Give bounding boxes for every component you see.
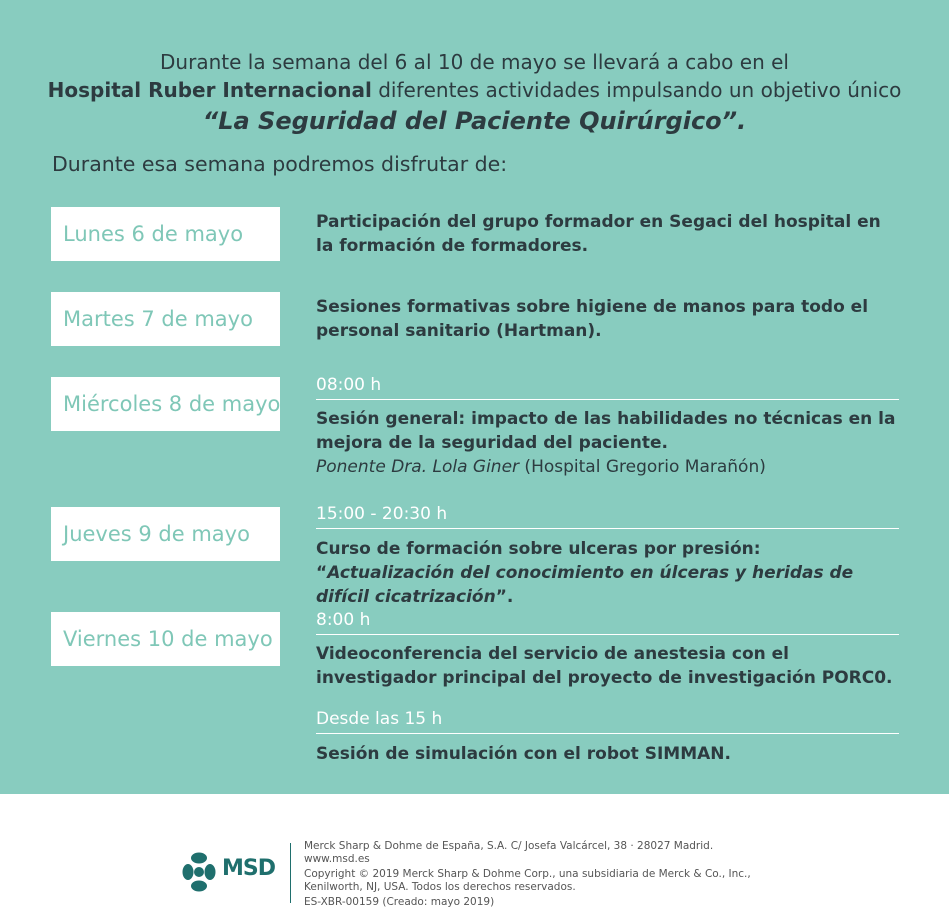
day-label-wednesday: Miércoles 8 de mayo <box>51 377 280 431</box>
thursday-time: 15:00 - 20:30 h <box>316 503 899 529</box>
thursday-desc-start: Curso de formación sobre ulceras por presión: “ <box>316 539 761 583</box>
legal-line-2: Copyright © 2019 Merck Sharp & Dohme Corp., una subsidiaria de Merck & Co., Inc., Kenilworth, NJ, USA. Todos los derechos reservados. <box>304 868 751 893</box>
legal-line-1: Merck Sharp & Dohme de España, S.A. C/ Josefa Valcárcel, 38 · 28027 Madrid. www.msd.es <box>304 840 714 865</box>
hospital-name: Hospital Ruber Internacional <box>47 78 372 102</box>
intro-text <box>0 48 949 138</box>
thursday-description <box>316 537 900 609</box>
monday-description: Participación del grupo formador en Segaci del hospital en la formación de formadores. <box>316 212 881 256</box>
speaker-hospital: (Hospital Gregorio Marañón) <box>519 457 766 477</box>
wednesday-time: 08:00 h <box>316 374 899 400</box>
speaker-name: Ponente Dra. Lola Giner <box>316 457 520 477</box>
friday-description-2: Sesión de simulación con el robot SIMMAN. <box>316 744 731 764</box>
tuesday-description: Sesiones formativas sobre higiene de manos para todo el personal sanitario (Hartman). <box>316 297 869 341</box>
friday-time-2: Desde las 15 h <box>316 708 899 734</box>
wednesday-description <box>316 407 900 479</box>
intro-line-1: Durante la semana del 6 al 10 de mayo se llevará a cabo en el <box>160 50 789 74</box>
wednesday-speaker <box>316 455 900 479</box>
intro-line-2 <box>0 76 949 104</box>
legal-line-3: ES-XBR-00159 (Creado: mayo 2019) <box>304 896 495 908</box>
intro-slogan: “La Seguridad del Paciente Quirúrgico”. <box>202 107 747 135</box>
footer-divider <box>290 843 291 903</box>
thursday-course-title: Actualización del conocimiento en úlceras y heridas de difícil cicatrización <box>316 563 854 607</box>
thursday-desc-end: ”. <box>495 587 514 607</box>
intro-line-2-rest: diferentes actividades impulsando un objetivo único <box>371 78 902 102</box>
msd-brand-text: MSD <box>222 856 275 881</box>
lead-text: Durante esa semana podremos disfrutar de: <box>52 152 508 176</box>
friday-time-1: 8:00 h <box>316 609 899 635</box>
day-label-monday: Lunes 6 de mayo <box>51 207 280 261</box>
day-label-friday: Viernes 10 de mayo <box>51 612 280 666</box>
day-label-tuesday: Martes 7 de mayo <box>51 292 280 346</box>
footer-legal <box>304 840 764 911</box>
friday-description-1: Videoconferencia del servicio de anestesia con el investigador principal del proyecto de investigación PORC0. <box>316 644 893 688</box>
day-label-thursday: Jueves 9 de mayo <box>51 507 280 561</box>
wednesday-session: Sesión general: impacto de las habilidades no técnicas en la mejora de la seguridad del paciente. <box>316 409 896 453</box>
